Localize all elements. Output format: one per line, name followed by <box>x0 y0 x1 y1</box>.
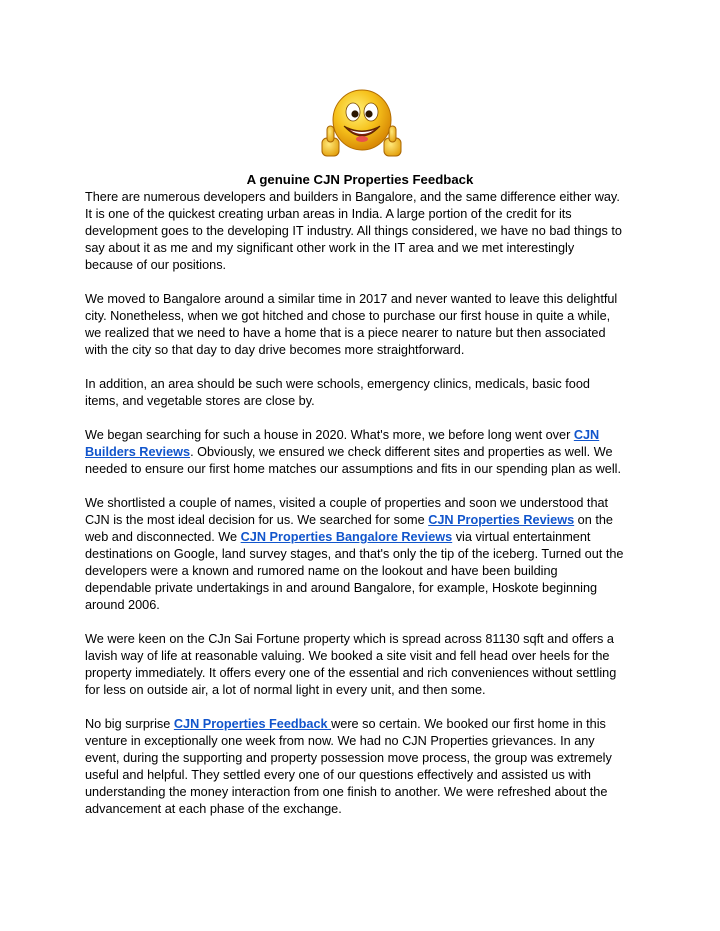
text-line: destinations on Google, land survey stages, and that's only the tip of the iceberg. Turned out the <box>85 547 624 561</box>
text-line: needed to ensure our first home matches our assumptions and fits in our spending plan as well. <box>85 462 621 476</box>
cjn-builders-reviews-link-continued[interactable]: Builders Reviews <box>85 445 191 459</box>
paragraph-3 <box>85 376 645 410</box>
text-line: advancement at each phase of the exchange. <box>85 802 342 816</box>
text-segment: No big surprise <box>85 717 174 731</box>
cjn-builders-reviews-link[interactable]: CJN <box>573 428 600 442</box>
text-segment: CJN is the most ideal decision for us. We searched for some <box>85 513 429 527</box>
text-line: We were keen on the CJn Sai Fortune property which is spread across 81130 sqft and offers a <box>85 632 614 646</box>
text-line <box>85 716 645 733</box>
paragraph-2 <box>85 291 645 359</box>
text-segment: web and disconnected. We <box>85 530 241 544</box>
cjn-properties-reviews-link[interactable]: CJN Properties Reviews <box>428 513 575 527</box>
cjn-properties-bangalore-reviews-link[interactable]: CJN Properties Bangalore Reviews <box>240 530 453 544</box>
text-line <box>85 444 645 461</box>
paragraph-5 <box>85 495 645 614</box>
text-line: property immediately. It offers every one of the essential and rich conveniences without settling <box>85 666 617 680</box>
text-line: understanding the money interaction from one finish to another. We were refreshed about the <box>85 785 608 799</box>
document-body <box>85 189 645 835</box>
text-line: It is one of the quickest creating urban areas in India. A large portion of the credit for its <box>85 207 572 221</box>
text-line <box>85 529 645 546</box>
text-line: In addition, an area should be such were schools, emergency clinics, medicals, basic food <box>85 377 590 391</box>
paragraph-1 <box>85 189 645 274</box>
text-segment: . Obviously, we ensured we check different sites and properties as well. We <box>190 445 613 459</box>
cjn-properties-feedback-link[interactable]: CJN Properties Feedback <box>173 717 332 731</box>
text-line: because of our positions. <box>85 258 227 272</box>
text-line: venture in exceptionally one week from now. We had no CJN Properties grievances. In any <box>85 734 595 748</box>
text-line: city. Nonetheless, when we got hitched and chose to purchase our first house in quite a while, <box>85 309 611 323</box>
text-line: dependable private undertakings in and around Bangalore, for example, Hoskote beginning <box>85 581 598 595</box>
text-segment: were so certain. We booked our first home in this <box>331 717 606 731</box>
text-line: We moved to Bangalore around a similar time in 2017 and never wanted to leave this delightful <box>85 292 618 306</box>
text-line: There are numerous developers and builders in Bangalore, and the same difference either way. <box>85 190 620 204</box>
text-line: We shortlisted a couple of names, visited a couple of properties and soon we understood that <box>85 496 609 510</box>
document-title: A genuine CJN Properties Feedback <box>246 172 474 187</box>
text-line: around 2006. <box>85 598 160 612</box>
text-line: items, and vegetable stores are close by. <box>85 394 315 408</box>
text-line: we realized that we need to have a home that is a piece nearer to nature but then associated <box>85 326 606 340</box>
text-line: lavish way of life at reasonable valuing. We booked a site visit and fell head over heels for the <box>85 649 610 663</box>
text-line: developers were a known and rumored name on the lookout and have been building <box>85 564 558 578</box>
text-line: for less on outside air, a lot of normal light in every unit, and then some. <box>85 683 486 697</box>
text-segment: We began searching for such a house in 2020. What's more, we before long went over <box>85 428 574 442</box>
smiley-thumbs-up-icon <box>316 86 406 164</box>
text-line: event, during the supporting and property possession move process, the group was extremely <box>85 751 612 765</box>
text-line: say about it as me and my significant other work in the IT area and we met interestingly <box>85 241 575 255</box>
text-segment: via virtual entertainment <box>452 530 591 544</box>
text-line <box>85 427 645 444</box>
text-line <box>85 512 645 529</box>
text-line: development goes to the developing IT industry. All things considered, we have no bad things to <box>85 224 622 238</box>
paragraph-6 <box>85 631 645 699</box>
paragraph-4 <box>85 427 645 478</box>
paragraph-7 <box>85 716 645 818</box>
text-segment: on the <box>574 513 613 527</box>
text-line: with the city so that day to day drive becomes more straightforward. <box>85 343 465 357</box>
text-line: useful and helpful. They settled every one of our questions effectively and assisted us with <box>85 768 591 782</box>
